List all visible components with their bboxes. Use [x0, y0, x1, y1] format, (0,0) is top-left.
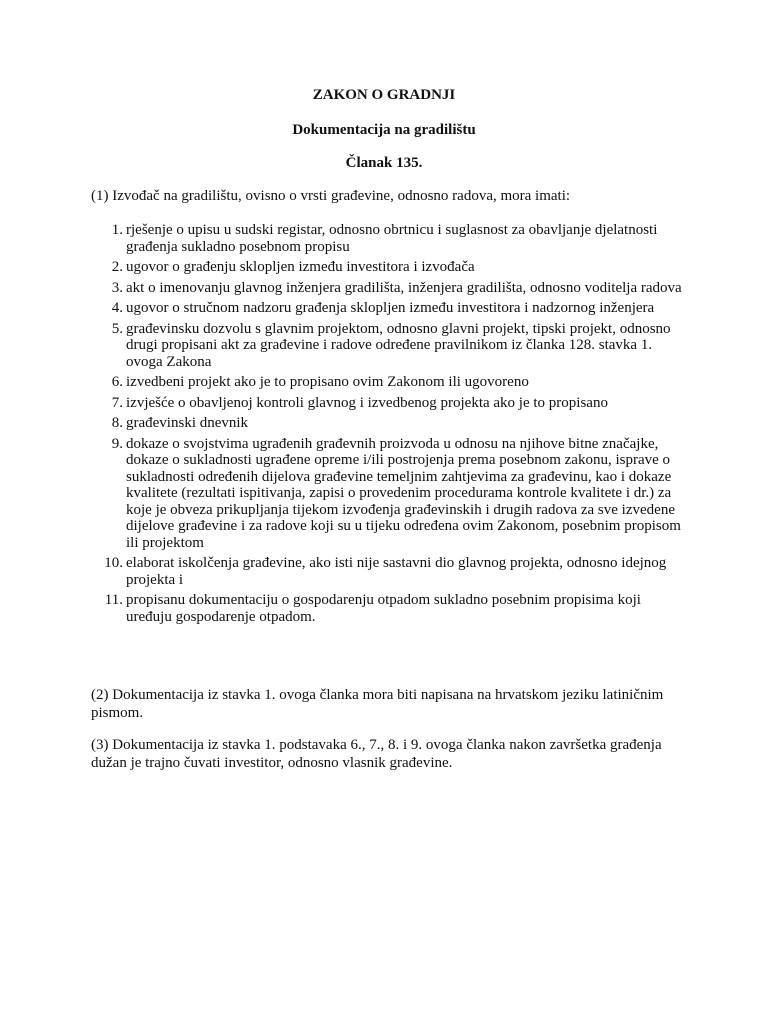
list-item-text: građevinsku dozvolu s glavnim projektom, odnosno glavni projekt, tipski projekt, odnosno drugi propisani akt za građevine i radove određene pravilnikom iz članka 128. stavka 1. ovoga Zakona [126, 320, 671, 370]
list-item [0, 436, 686, 552]
list-item-number: 8. [111, 415, 123, 431]
list-item-text: elaborat iskolčenja građevine, ako isti nije sastavni dio glavnog projekta, odnosno idejnog projekta i [126, 555, 667, 588]
list-item [0, 415, 686, 432]
list-item-number: 2. [111, 259, 123, 275]
paragraph-3: (3) Dokumentacija iz stavka 1. podstavaka 6., 7., 8. i 9. ovoga članka nakon završetka građenja dužan je trajno čuvati investitor, odnosno vlasnik građevine. [91, 737, 662, 771]
list-item [0, 280, 686, 297]
list-item-text: ugovor o građenju sklopljen između investitora i izvođača [126, 259, 475, 275]
list-item [0, 374, 686, 391]
list-item-text: izvješće o obavljenoj kontroli glavnog i izvedbenog projekta ako je to propisano [126, 394, 608, 411]
article-heading: Članak 135. [345, 155, 423, 171]
list-item-text: rješenje o upisu u sudski registar, odnosno obrtnicu i suglasnost za obavljanje djelatnosti građenja sukladno posebnom propisu [126, 222, 658, 255]
list-item-number: 1. [111, 222, 123, 238]
list-item-text: propisanu dokumentaciju o gospodarenju otpadom sukladno posebnim propisima koji uređuju gospodarenje otpadom. [126, 592, 641, 625]
list-item [0, 259, 686, 276]
list-item [0, 321, 686, 371]
paragraph-2: (2) Dokumentacija iz stavka 1. ovoga članka mora biti napisana na hrvatskom jeziku latiničnim pismom. [91, 687, 664, 721]
list-item [0, 592, 686, 625]
list-item-number: 4. [111, 300, 123, 316]
list-item-number: 10. [104, 555, 123, 571]
list-item-text: građevinski dnevnik [126, 415, 249, 431]
list-item [0, 300, 686, 317]
requirements-list [0, 222, 768, 629]
list-item-number: 11. [104, 592, 123, 608]
paragraph-1: (1) Izvođač na gradilištu, ovisno o vrsti građevine, odnosno radova, mora imati: [91, 188, 571, 204]
document-subtitle: Dokumentacija na gradilištu [292, 122, 476, 138]
list-item [0, 222, 686, 255]
list-item-text: izvedbeni projekt ako je to propisano ovim Zakonom ili ugovoreno [126, 374, 529, 390]
list-item-number: 7. [111, 394, 123, 411]
document-title: ZAKON O GRADNJI [312, 87, 456, 103]
list-item-number: 9. [111, 435, 123, 452]
list-item-number: 3. [111, 279, 123, 296]
list-item-text: dokaze o svojstvima ugrađenih građevnih proizvoda u odnosu na njihove bitne značajke, dokaze o sukladnosti ugrađene opreme i/ili postrojenja prema posebnom zakonu, isprave o sukladnosti određenih dijelova građevine temeljnim zahtjevima za građevinu, kao i dokaze kvalitete (rezultati ispitivanja, zapisi o provedenim procedurama kontrole kvalitete i dr.) za koje je obveza prikupljanja tijekom izvođenja građevinskih i drugih radova za sve izvedene dijelove građevine i za radove koji su u tijeku određena ovim Zakonom, posebnim propisom ili projektom [126, 435, 681, 551]
list-item-text: akt o imenovanju glavnog inženjera gradilišta, inženjera gradilišta, odnosno voditelja radova [126, 279, 682, 296]
list-item-number: 5. [111, 320, 123, 337]
list-item [0, 555, 686, 588]
list-item-text: ugovor o stručnom nadzoru građenja sklopljen između investitora i nadzornog inženjera [126, 300, 655, 316]
list-item-number: 6. [111, 374, 123, 390]
list-item [0, 395, 686, 412]
